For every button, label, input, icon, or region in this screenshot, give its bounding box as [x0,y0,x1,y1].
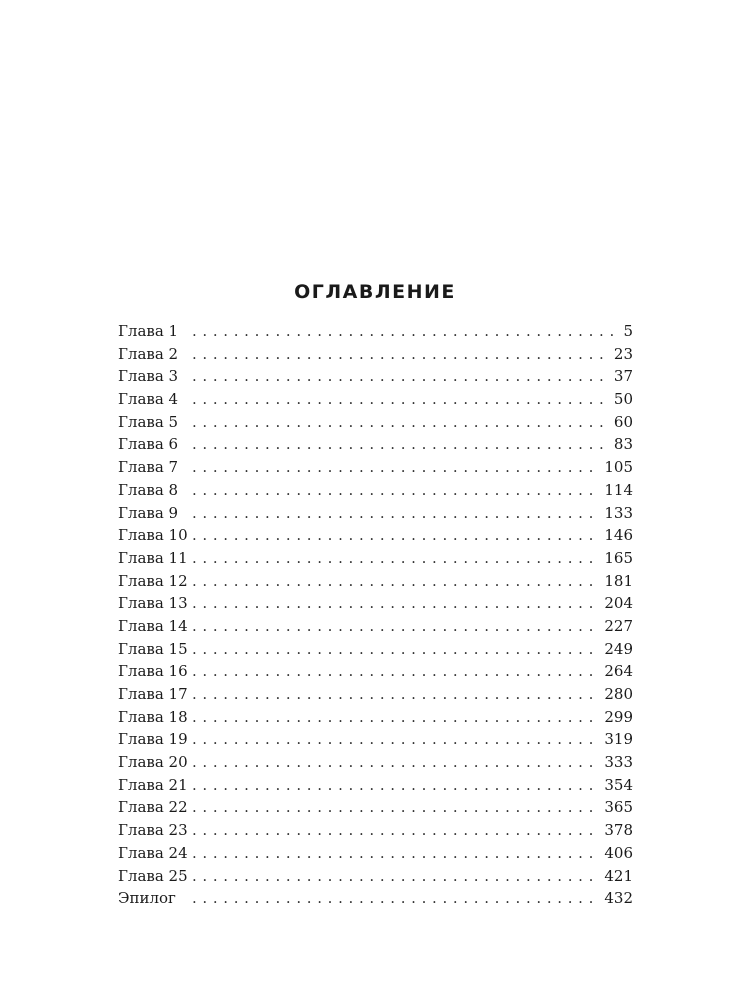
toc-entry-label: Глава 19 [118,730,188,749]
toc-entry-page: 249 [604,639,633,658]
toc-entry-page: 432 [604,889,633,908]
toc-entry[interactable] [118,638,633,661]
toc-entry-page: 5 [623,322,633,340]
toc-entry-label: Глава 25 [118,866,188,885]
toc-entry[interactable] [118,502,633,525]
toc-entry-page: 354 [604,775,633,794]
toc-entry[interactable] [118,751,633,774]
toc-entry[interactable] [118,865,633,888]
toc-entry-label: Глава 23 [118,821,188,840]
toc-entry-page: 133 [604,503,633,522]
toc-entry-label: Глава 20 [118,753,188,772]
toc-entry-label: Глава 16 [118,662,188,681]
dot-leader [192,706,600,729]
dot-leader [192,343,610,366]
toc-entry-label: Глава 14 [118,616,188,635]
dot-leader [192,615,600,638]
toc-entry[interactable] [118,796,633,819]
toc-entry[interactable] [118,615,633,638]
toc-entry-page: 37 [613,367,633,386]
toc-entry[interactable] [118,592,633,615]
toc-entry[interactable] [118,774,633,797]
toc-entry[interactable] [118,343,633,366]
dot-leader [192,865,600,888]
toc-entry-label: Глава 7 [118,458,179,477]
dot-leader [192,479,600,502]
dot-leader [192,592,600,615]
toc-entry-page: 299 [604,707,633,726]
dot-leader [192,388,610,411]
dot-leader [192,887,600,910]
toc-entry-page: 406 [604,843,633,862]
toc-entry-label: Глава 21 [118,775,188,794]
toc-entry-page: 227 [604,616,633,635]
toc-entry[interactable] [118,388,633,411]
dot-leader [192,774,600,797]
toc-entry-page: 204 [604,594,633,613]
toc-entry-page: 181 [604,571,633,590]
toc-entry-page: 165 [604,548,633,567]
toc-entry[interactable] [118,433,633,456]
dot-leader [192,796,600,819]
toc-entry-page: 50 [613,390,633,409]
toc-list [118,320,633,910]
dot-leader [192,683,600,706]
toc-entry-label: Глава 12 [118,571,188,590]
toc-entry[interactable] [118,524,633,547]
toc-entry-label: Глава 5 [118,412,179,431]
dot-leader [192,411,610,434]
toc-entry-label: Глава 9 [118,503,179,522]
toc-entry[interactable] [118,683,633,706]
dot-leader [192,502,600,525]
toc-entry[interactable] [118,411,633,434]
toc-entry-page: 264 [604,662,633,681]
toc-title: ОГЛАВЛЕНИЕ [294,281,456,303]
dot-leader [192,638,600,661]
toc-entry-page: 83 [613,435,633,454]
toc-entry[interactable] [118,570,633,593]
dot-leader [192,547,600,570]
toc-entry[interactable] [118,320,633,343]
toc-entry[interactable] [118,479,633,502]
toc-entry[interactable] [118,842,633,865]
toc-entry-page: 333 [604,753,633,772]
toc-entry-page: 319 [604,730,633,749]
toc-entry-page: 280 [604,685,633,703]
dot-leader [192,728,600,751]
toc-entry[interactable] [118,660,633,683]
dot-leader [192,433,610,456]
dot-leader [192,320,615,343]
toc-entry-page: 23 [613,344,633,363]
toc-entry-label: Глава 2 [118,344,179,363]
toc-entry[interactable] [118,728,633,751]
toc-entry-page: 365 [604,798,633,817]
toc-entry-label: Глава 6 [118,435,179,454]
dot-leader [192,365,610,388]
toc-entry-page: 421 [604,866,633,885]
toc-entry-label: Глава 18 [118,707,188,726]
toc-entry-page: 114 [604,480,633,499]
dot-leader [192,660,600,683]
toc-entry-label: Глава 22 [118,798,188,817]
toc-entry[interactable] [118,365,633,388]
toc-entry[interactable] [118,456,633,479]
dot-leader [192,842,600,865]
toc-entry-label: Глава 15 [118,639,188,658]
toc-entry-page: 146 [604,526,633,545]
toc-entry-label: Глава 24 [118,843,188,862]
toc-entry-label: Глава 8 [118,480,179,499]
toc-entry-label: Глава 3 [118,367,179,386]
toc-entry-page: 378 [604,821,633,840]
toc-entry-label: Глава 11 [118,548,188,567]
toc-entry-label: Глава 4 [118,390,179,409]
toc-entry-label: Глава 10 [118,526,188,545]
toc-entry-label: Глава 1 [118,322,179,340]
toc-entry-label: Глава 13 [118,594,188,613]
toc-entry-page: 60 [613,412,633,431]
toc-entry-page: 105 [604,458,633,477]
toc-entry-label: Глава 17 [118,685,188,703]
dot-leader [192,570,600,593]
dot-leader [192,524,600,547]
toc-entry[interactable] [118,819,633,842]
dot-leader [192,751,600,774]
toc-entry[interactable] [118,547,633,570]
dot-leader [192,819,600,842]
dot-leader [192,456,600,479]
toc-entry[interactable] [118,706,633,729]
toc-entry-label: Эпилог [118,889,176,908]
toc-entry[interactable] [118,887,633,910]
